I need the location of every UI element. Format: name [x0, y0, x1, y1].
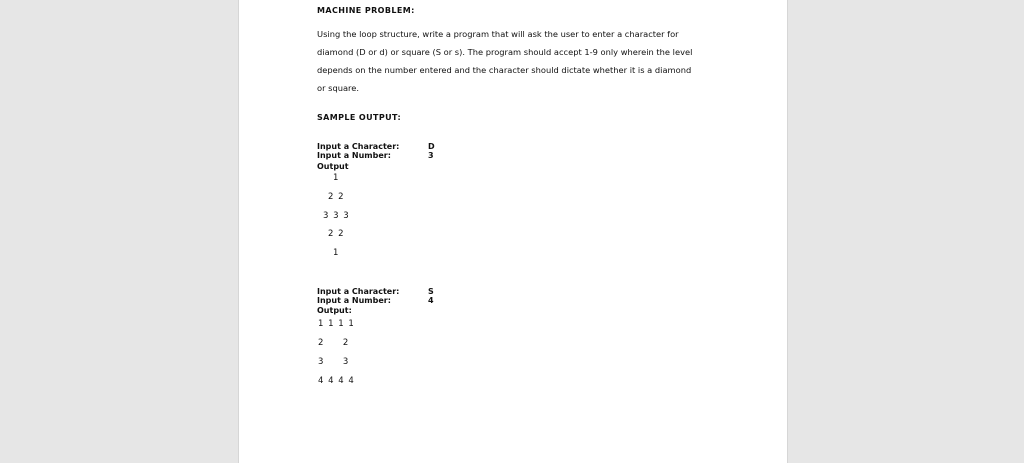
paragraph-line-1: Using the loop structure, write a program that will ask the user to enter a character for [317, 29, 679, 39]
paragraph-line-3: depends on the number entered and the character should dictate whether it is a diamond [317, 65, 692, 75]
ex2-num-label: Input a Number: [317, 296, 391, 305]
ex1-output-line-1: 1 [333, 173, 340, 183]
ex1-output-label: Output [317, 162, 349, 171]
ex2-num-value: 4 [428, 296, 434, 305]
ex2-output-label: Output: [317, 306, 352, 315]
ex2-output-line-2: 2 2 [318, 338, 350, 348]
ex1-output-line-5: 1 [333, 248, 340, 258]
ex1-output-line-3: 3 3 3 [323, 211, 350, 221]
ex2-output-line-3: 3 3 [318, 357, 350, 367]
ex2-char-value: S [428, 287, 434, 296]
ex1-num-value: 3 [428, 151, 434, 160]
paragraph-line-4: or square. [317, 83, 360, 93]
ex2-output-line-4: 4 4 4 4 [318, 376, 355, 386]
ex1-output-line-2: 2 2 [328, 192, 345, 202]
paragraph-line-2: diamond (D or d) or square (S or s). The program should accept 1-9 only wherein the level [317, 47, 693, 57]
document-page [238, 0, 788, 463]
ex1-output-line-4: 2 2 [328, 229, 345, 239]
ex1-char-value: D [428, 142, 435, 151]
problem-title: MACHINE PROBLEM: [317, 6, 415, 15]
ex2-output-line-1: 1 1 1 1 [318, 319, 355, 329]
ex1-char-label: Input a Character: [317, 142, 400, 151]
ex2-char-label: Input a Character: [317, 287, 400, 296]
ex1-num-label: Input a Number: [317, 151, 391, 160]
sample-output-heading: SAMPLE OUTPUT: [317, 113, 402, 122]
